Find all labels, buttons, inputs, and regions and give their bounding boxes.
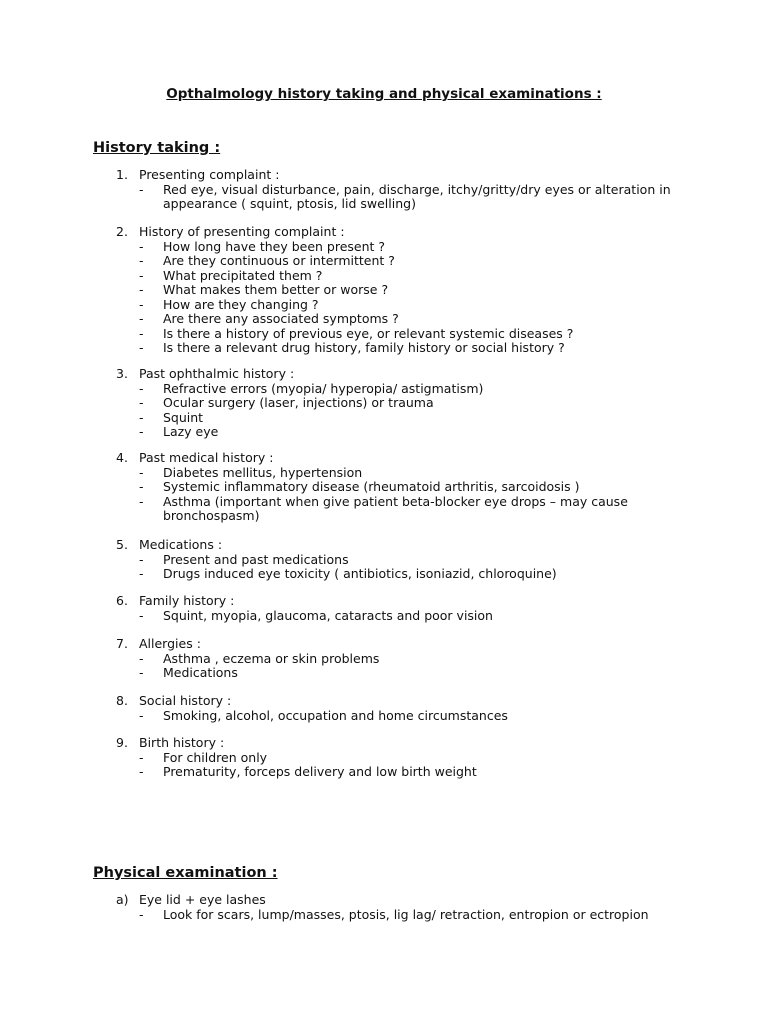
item-title: Presenting complaint : <box>139 167 280 182</box>
history-item-social-history <box>116 694 716 723</box>
dash-bullet: - <box>139 409 144 425</box>
bullet-line <box>116 609 716 624</box>
list-number: 2. <box>116 224 128 239</box>
bullet-line <box>116 254 716 269</box>
dash-bullet: - <box>139 181 144 197</box>
bullet-line <box>116 567 716 582</box>
bullet-text: Asthma , eczema or skin problems <box>163 650 380 666</box>
bullet-text: Lazy eye <box>163 424 219 439</box>
dash-bullet: - <box>139 267 144 283</box>
bullet-line <box>116 666 716 681</box>
list-number: 1. <box>116 167 128 182</box>
bullet-line <box>116 908 716 923</box>
bullet-text: Is there a history of previous eye, or relevant systemic diseases ? <box>163 325 574 341</box>
item-title: Medications : <box>139 537 223 552</box>
dash-bullet: - <box>139 707 144 723</box>
bullet-text: For children only <box>163 749 268 765</box>
bullet-text: Are there any associated symptoms ? <box>163 311 399 326</box>
list-number: 3. <box>116 366 128 381</box>
dash-bullet: - <box>139 424 144 439</box>
dash-bullet: - <box>139 650 144 666</box>
dash-bullet: - <box>139 296 144 312</box>
exam-item-eye-lid <box>116 893 716 922</box>
list-number: 5. <box>116 537 128 552</box>
bullet-line <box>116 652 716 667</box>
dash-bullet: - <box>139 551 144 567</box>
dash-bullet: - <box>139 566 144 581</box>
dash-bullet: - <box>139 906 144 922</box>
dash-bullet: - <box>139 380 144 396</box>
dash-bullet: - <box>139 253 144 268</box>
bullet-line <box>116 312 716 327</box>
dash-bullet: - <box>139 238 144 254</box>
item-title: Social history : <box>139 693 232 708</box>
bullet-line <box>116 269 716 284</box>
bullet-text: Systemic inflammatory disease (rheumatoid arthritis, sarcoidosis ) <box>163 479 580 494</box>
list-number: 9. <box>116 735 128 750</box>
bullet-text: Squint, myopia, glaucoma, cataracts and poor vision <box>163 607 493 623</box>
dash-bullet: - <box>139 493 144 509</box>
history-item-past-medical-history <box>116 451 716 524</box>
bullet-text: Red eye, visual disturbance, pain, discharge, itchy/gritty/dry eyes or alteration in appearance ( squint, ptosis, lid swelling) <box>163 181 671 211</box>
dash-bullet: - <box>139 764 144 779</box>
bullet-line <box>116 765 716 780</box>
bullet-text: Diabetes mellitus, hypertension <box>163 464 363 480</box>
bullet-line <box>116 382 716 397</box>
bullet-line <box>116 553 716 568</box>
dash-bullet: - <box>139 464 144 480</box>
bullet-text: Drugs induced eye toxicity ( antibiotics, isoniazid, chloroquine) <box>163 566 557 581</box>
list-number: 4. <box>116 450 128 465</box>
bullet-line <box>116 480 716 495</box>
bullet-text: Ocular surgery (laser, injections) or trauma <box>163 395 434 410</box>
item-title: Family history : <box>139 593 235 608</box>
item-title: Past medical history : <box>139 450 274 465</box>
bullet-line <box>116 495 716 524</box>
list-number: 6. <box>116 593 128 608</box>
bullet-text: Squint <box>163 409 204 425</box>
dash-bullet: - <box>139 607 144 623</box>
list-number: 7. <box>116 636 128 651</box>
item-title: Past ophthalmic history : <box>139 366 295 381</box>
item-title: Allergies : <box>139 636 201 651</box>
bullet-line <box>116 298 716 313</box>
item-title: Birth history : <box>139 735 225 750</box>
bullet-line <box>116 327 716 342</box>
bullet-line <box>116 466 716 481</box>
history-item-history-of-presenting-complaint <box>116 225 716 356</box>
dash-bullet: - <box>139 479 144 494</box>
item-title: History of presenting complaint : <box>139 224 345 239</box>
bullet-line <box>116 411 716 426</box>
bullet-text: Prematurity, forceps delivery and low birth weight <box>163 764 477 779</box>
bullet-line <box>116 396 716 411</box>
dash-bullet: - <box>139 340 144 355</box>
bullet-text: Present and past medications <box>163 551 349 567</box>
physical-exam-heading: Physical examination : <box>93 865 278 881</box>
dash-bullet: - <box>139 282 144 297</box>
history-item-past-ophthalmic-history <box>116 367 716 440</box>
bullet-text: Smoking, alcohol, occupation and home circumstances <box>163 707 508 723</box>
item-title: Eye lid + eye lashes <box>139 892 266 907</box>
bullet-text: How are they changing ? <box>163 296 319 312</box>
bullet-line <box>116 240 716 255</box>
bullet-text: What makes them better or worse ? <box>163 282 389 297</box>
bullet-text: Refractive errors (myopia/ hyperopia/ astigmatism) <box>163 380 484 396</box>
history-item-medications <box>116 538 716 582</box>
bullet-line <box>116 425 716 440</box>
bullet-line <box>116 709 716 724</box>
history-item-presenting-complaint <box>116 168 716 212</box>
bullet-text: Asthma (important when give patient beta-blocker eye drops – may cause bronchospasm) <box>163 493 628 523</box>
list-number: 8. <box>116 693 128 708</box>
dash-bullet: - <box>139 325 144 341</box>
dash-bullet: - <box>139 395 144 410</box>
bullet-line <box>116 283 716 298</box>
bullet-text: Look for scars, lump/masses, ptosis, lig lag/ retraction, entropion or ectropion <box>163 906 649 922</box>
history-item-family-history <box>116 594 716 623</box>
dash-bullet: - <box>139 749 144 765</box>
bullet-line <box>116 183 716 212</box>
bullet-text: Are they continuous or intermittent ? <box>163 253 395 268</box>
bullet-text: Is there a relevant drug history, family history or social history ? <box>163 340 565 355</box>
list-letter: a) <box>116 892 129 907</box>
bullet-line <box>116 341 716 356</box>
bullet-line <box>116 751 716 766</box>
bullet-text: What precipitated them ? <box>163 267 323 283</box>
dash-bullet: - <box>139 665 144 680</box>
history-item-birth-history <box>116 736 716 780</box>
dash-bullet: - <box>139 311 144 326</box>
document-title: Opthalmology history taking and physical examinations : <box>166 86 602 102</box>
bullet-text: How long have they been present ? <box>163 238 386 254</box>
history-item-allergies <box>116 637 716 681</box>
history-heading: History taking : <box>93 140 221 156</box>
bullet-text: Medications <box>163 665 238 680</box>
